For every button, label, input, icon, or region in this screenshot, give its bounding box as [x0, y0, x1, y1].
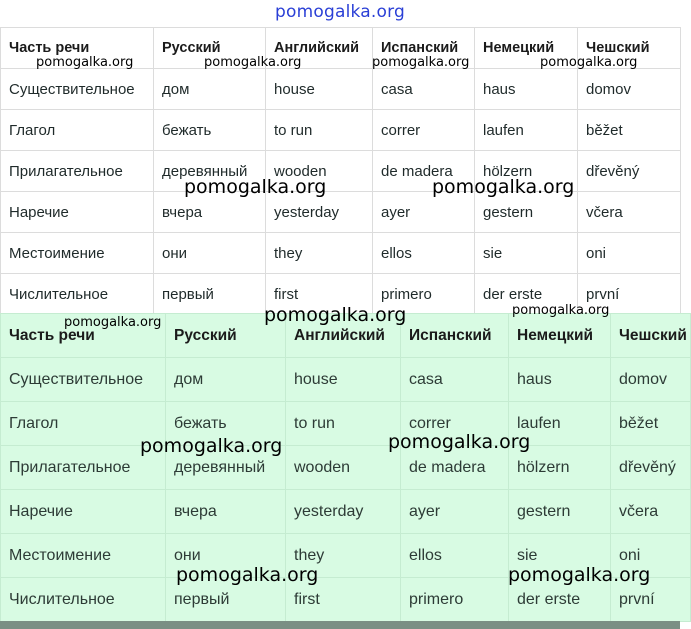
table-row [1, 151, 681, 192]
table-cell: wooden [266, 151, 373, 192]
table-cell: včera [578, 192, 681, 233]
table-cell: včera [611, 490, 691, 534]
table-row [1, 69, 681, 110]
table-cell: gestern [475, 192, 578, 233]
header-cell: Часть речи [1, 28, 154, 69]
table-cell: Глагол [1, 402, 166, 446]
watermark: pomogalka.org [184, 176, 327, 198]
table-cell: вчера [154, 192, 266, 233]
table-cell: haus [475, 69, 578, 110]
table-cell: они [166, 534, 286, 578]
table-row [1, 490, 691, 534]
table-cell: correr [373, 110, 475, 151]
table-cell: yesterday [286, 490, 401, 534]
table-cell: ayer [401, 490, 509, 534]
table-cell: первый [154, 274, 266, 315]
watermark: pomogalka.org [204, 55, 302, 70]
watermark: pomogalka.org [264, 304, 407, 326]
table-cell: to run [266, 110, 373, 151]
table-cell: house [266, 69, 373, 110]
header-cell: Английский [286, 314, 401, 358]
table-cell: деревянный [154, 151, 266, 192]
table-cell: de madera [373, 151, 475, 192]
table-cell: sie [509, 534, 611, 578]
watermark: pomogalka.org [372, 55, 470, 70]
watermark: pomogalka.org [36, 55, 134, 70]
table-cell: first [266, 274, 373, 315]
table-cell: дом [154, 69, 266, 110]
table-row [1, 233, 681, 274]
table-cell: laufen [475, 110, 578, 151]
table-cell: primero [373, 274, 475, 315]
table-cell: der erste [475, 274, 578, 315]
table-cell: hölzern [509, 446, 611, 490]
table-cell: první [611, 578, 691, 622]
table-cell: деревянный [166, 446, 286, 490]
table-cell: první [578, 274, 681, 315]
watermark: pomogalka.org [388, 431, 531, 453]
table-row [1, 110, 681, 151]
table-cell: oni [578, 233, 681, 274]
table-cell: domov [578, 69, 681, 110]
table-cell: Глагол [1, 110, 154, 151]
header-cell: Немецкий [475, 28, 578, 69]
table-cell: dřevěný [611, 446, 691, 490]
table-cell: dřevěný [578, 151, 681, 192]
table-cell: laufen [509, 402, 611, 446]
table-cell: they [266, 233, 373, 274]
table-cell: ellos [373, 233, 475, 274]
watermark: pomogalka.org [176, 564, 319, 586]
table-row [1, 402, 691, 446]
table-cell: Существительное [1, 358, 166, 402]
table-cell: yesterday [266, 192, 373, 233]
table-cell: Существительное [1, 69, 154, 110]
table-cell: der erste [509, 578, 611, 622]
header-cell: Немецкий [509, 314, 611, 358]
header-cell: Английский [266, 28, 373, 69]
table-row [1, 446, 691, 490]
table-cell: Наречие [1, 192, 154, 233]
table-cell: Числительное [1, 274, 154, 315]
table-cell: casa [401, 358, 509, 402]
table-cell: ellos [401, 534, 509, 578]
table-cell: de madera [401, 446, 509, 490]
header-cell: Русский [154, 28, 266, 69]
table-cell: Местоимение [1, 233, 154, 274]
header-cell: Чешский [578, 28, 681, 69]
table-cell: correr [401, 402, 509, 446]
table-cell: běžet [578, 110, 681, 151]
watermark: pomogalka.org [64, 315, 162, 330]
table-cell: house [286, 358, 401, 402]
table-cell: hölzern [475, 151, 578, 192]
site-title: pomogalka.org [275, 2, 405, 22]
parts-of-speech-table-white [0, 27, 681, 315]
table-cell: to run [286, 402, 401, 446]
header-cell: Испанский [373, 28, 475, 69]
table-cell: Местоимение [1, 534, 166, 578]
table-cell: casa [373, 69, 475, 110]
table-cell: they [286, 534, 401, 578]
table-cell: Прилагательное [1, 151, 154, 192]
table-cell: ayer [373, 192, 475, 233]
table-cell: Числительное [1, 578, 166, 622]
table-row [1, 192, 681, 233]
watermark: pomogalka.org [432, 176, 575, 198]
table-row [1, 358, 691, 402]
header-cell: Испанский [401, 314, 509, 358]
table-cell: first [286, 578, 401, 622]
table-cell: бежать [166, 402, 286, 446]
table-cell: běžet [611, 402, 691, 446]
table-cell: haus [509, 358, 611, 402]
table-cell: sie [475, 233, 578, 274]
watermark: pomogalka.org [512, 303, 610, 318]
table-cell: domov [611, 358, 691, 402]
table-cell: они [154, 233, 266, 274]
table-cell: oni [611, 534, 691, 578]
header-cell: Русский [166, 314, 286, 358]
table-cell: бежать [154, 110, 266, 151]
watermark: pomogalka.org [140, 435, 283, 457]
table-cell: Наречие [1, 490, 166, 534]
table-cell: дом [166, 358, 286, 402]
table-cell: Прилагательное [1, 446, 166, 490]
watermark: pomogalka.org [540, 55, 638, 70]
bottom-bar [0, 621, 680, 629]
table-cell: wooden [286, 446, 401, 490]
watermark: pomogalka.org [508, 564, 651, 586]
table-cell: primero [401, 578, 509, 622]
table-cell: первый [166, 578, 286, 622]
header-cell: Чешский [611, 314, 691, 358]
header-cell: Часть речи [1, 314, 166, 358]
table-cell: вчера [166, 490, 286, 534]
table-cell: gestern [509, 490, 611, 534]
